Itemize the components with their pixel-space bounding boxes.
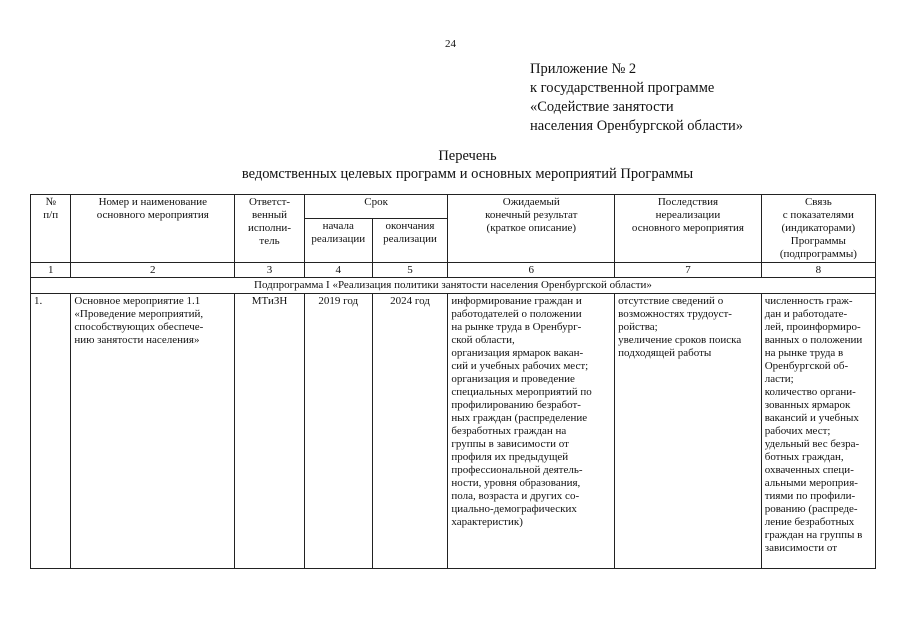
appendix-line: населения Оренбургской области»: [530, 118, 744, 134]
row-num: 1.: [31, 294, 71, 569]
column-number: 1: [31, 263, 71, 278]
cell-line: тиями по профили-: [764, 490, 856, 502]
appendix-line: Приложение № 2: [530, 61, 637, 77]
header-text: п/п: [43, 209, 59, 221]
row-responsible: МТиЗН: [235, 294, 305, 569]
cell-line: зависимости от: [764, 542, 838, 554]
cell-line: безработных граждан на: [451, 425, 567, 437]
cell-line: отсутствие сведений о: [618, 295, 724, 307]
header-term: Срок: [304, 195, 448, 219]
header-text: №: [45, 196, 56, 208]
cell-line: Основное мероприятие 1.1: [74, 295, 201, 307]
row-link: [761, 294, 875, 569]
column-number-row: [31, 263, 876, 278]
header-text: конечный результат: [485, 209, 578, 221]
header-text: (краткое описание): [486, 222, 577, 234]
header-responsible: [235, 195, 305, 263]
header-row: [31, 195, 876, 219]
appendix-block: [530, 60, 743, 136]
header-text: венный: [251, 209, 288, 221]
cell-line: дан и работодате-: [764, 308, 848, 320]
cell-line: зованных ярмарок: [764, 399, 851, 411]
cell-line: ванных о положении: [764, 334, 863, 346]
cell-line: удельный вес безра-: [764, 438, 860, 450]
column-number: 6: [448, 263, 615, 278]
header-text: реализации: [383, 233, 437, 246]
cell-line: увеличение сроков поиска: [618, 334, 742, 346]
header-text: Ответст-: [248, 196, 291, 208]
cell-line: профилированию безработ-: [451, 399, 581, 411]
cell-line: сий и учебных рабочих мест;: [451, 360, 589, 372]
cell-line: пола, возраста и других со-: [451, 490, 580, 502]
header-text: (индикаторами): [781, 222, 856, 234]
cell-line: охваченных специ-: [764, 464, 854, 476]
header-text: тель: [259, 235, 280, 247]
header-text: нереализации: [655, 209, 721, 221]
header-text: реализации: [311, 233, 366, 246]
cell-line: циально-демографических: [451, 503, 577, 515]
appendix-line: к государственной программе: [530, 80, 715, 96]
cell-line: ботных граждан,: [764, 451, 844, 463]
cell-line: ской области,: [451, 334, 515, 346]
row-start: 2019 год: [304, 294, 372, 569]
cell-line: способствующих обеспече-: [74, 321, 204, 333]
header-end: [372, 219, 448, 263]
header-consequences: [615, 195, 762, 263]
cell-line: специальных мероприятий по: [451, 386, 592, 398]
page-number: 24: [445, 38, 456, 50]
appendix-line: «Содействие занятости: [530, 99, 674, 115]
column-number: 7: [615, 263, 762, 278]
cell-line: альными мероприя-: [764, 477, 858, 489]
header-text: Последствия: [657, 196, 719, 208]
header-link: [761, 195, 875, 263]
header-name: [71, 195, 235, 263]
row-result: [448, 294, 615, 569]
document-subtitle: ведомственных целевых программ и основных мероприятий Программы: [241, 166, 694, 182]
cell-line: профессиональной деятель-: [451, 464, 583, 476]
cell-line: ройства;: [618, 321, 658, 333]
cell-line: группы в зависимости от: [451, 438, 569, 450]
table-row: [31, 294, 876, 569]
cell-line: на рынке труда в: [764, 347, 844, 359]
cell-line: лей, проинформиро-: [764, 321, 861, 333]
cell-line: организация ярмарок вакан-: [451, 347, 584, 359]
header-text: Ожидаемый: [502, 196, 560, 208]
cell-line: Оренбургской об-: [764, 360, 849, 372]
cell-line: ности, уровня образования,: [451, 477, 581, 489]
cell-line: ласти;: [764, 373, 794, 385]
cell-line: информирование граждан и: [451, 295, 582, 307]
column-number: 5: [372, 263, 448, 278]
cell-line: профиля их предыдущей: [451, 451, 569, 463]
cell-line: нию занятости населения»: [74, 334, 200, 346]
cell-line: на рынке труда в Оренбург-: [451, 321, 582, 333]
column-number: 8: [761, 263, 875, 278]
header-num: [31, 195, 71, 263]
programs-table: [30, 194, 876, 569]
cell-line: ление безработных: [764, 516, 855, 528]
row-end: 2024 год: [372, 294, 448, 569]
subprogram-row: [31, 278, 876, 294]
row-consequences: [615, 294, 762, 569]
header-start: [304, 219, 372, 263]
cell-line: ных граждан (распределение: [451, 412, 588, 424]
header-text: Программы: [790, 235, 846, 247]
cell-line: подходящей работы: [618, 347, 712, 359]
header-text: с показателями: [782, 209, 854, 221]
cell-line: характеристик): [451, 516, 523, 528]
cell-line: вакансий и учебных: [764, 412, 859, 424]
row-name: [71, 294, 235, 569]
column-number: 2: [71, 263, 235, 278]
header-result: [448, 195, 615, 263]
column-number: 4: [304, 263, 372, 278]
cell-line: рабочих мест;: [764, 425, 831, 437]
header-text: (подпрограммы): [779, 248, 857, 260]
header-text: основного мероприятия: [96, 209, 209, 221]
cell-line: численность граж-: [764, 295, 853, 307]
cell-line: граждан на группы в: [764, 529, 863, 541]
cell-line: рованию (распреде-: [764, 503, 858, 515]
header-text: окончания: [385, 220, 435, 233]
header-text: начала: [322, 220, 354, 233]
document-title: Перечень: [438, 148, 497, 164]
header-text: основного мероприятия: [631, 222, 744, 234]
header-text: исполни-: [248, 222, 291, 234]
header-text: Связь: [804, 196, 832, 208]
cell-line: работодателей о положении: [451, 308, 582, 320]
cell-line: организация и проведение: [451, 373, 575, 385]
cell-line: возможностях трудоуст-: [618, 308, 732, 320]
column-number: 3: [235, 263, 305, 278]
cell-line: количество органи-: [764, 386, 856, 398]
subprogram-title: Подпрограмма I «Реализация политики занятости населения Оренбургской области»: [31, 278, 876, 294]
header-text: Номер и наименование: [98, 196, 207, 208]
cell-line: «Проведение мероприятий,: [74, 308, 204, 320]
